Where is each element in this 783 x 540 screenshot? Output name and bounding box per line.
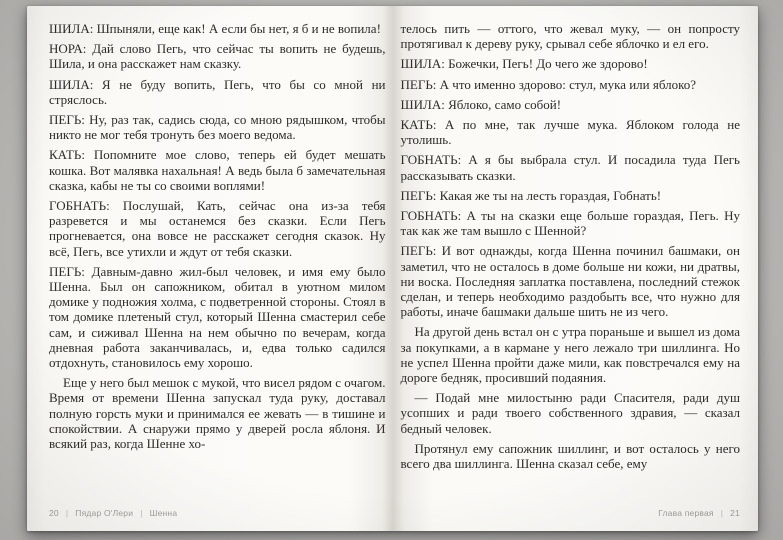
paragraph: ШИЛА: Шпыняли, еще как! А если бы нет, я б и не вопила! (49, 21, 381, 36)
footer-book-title: Шенна (149, 508, 178, 518)
paragraph: ГОБНАТЬ: А ты на сказки еще больше гораздая, Пегь. Ну так как же там вышло с Шенной? (400, 208, 740, 239)
right-page-number: 21 (730, 508, 740, 518)
left-page-number: 20 (49, 508, 59, 518)
paragraph: ГОБНАТЬ: Послушай, Кать, сейчас она из-за тебя разревется и мы останемся без сказки. Если Пегь прогневается, она вовсе не расскажет сегодня сказок. Ну всё, Пегь, все утихли и ждут от тебя сказки. (49, 198, 386, 259)
left-page-footer (49, 508, 177, 518)
paragraph: ГОБНАТЬ: А я бы выбрала стул. И посадила туда Пегь рассказывать сказки. (400, 152, 740, 183)
paragraph: — Подай мне милостыню ради Спасителя, ради душ усопших и ради твоего собственного здравия, — сказал бедный человек. (400, 390, 740, 436)
book-spread (27, 6, 758, 531)
paragraph: КАТЬ: Попомните мое слово, теперь ей будет мешать кошка. Вот малявка нахальная! А ведь была б замечательная сказка, кабы не ты со своими воплями! (49, 147, 386, 193)
paragraph: ПЕГЬ: А что именно здорово: стул, мука или яблоко? (400, 76, 697, 92)
footer-chapter: Глава первая (658, 508, 714, 518)
right-page-text (401, 21, 741, 476)
footer-author: Пядар О'Лери (75, 508, 134, 518)
paragraph: На другой день встал он с утра пораньше и вышел из дома за покупками, а в кармане у него лежало три шиллинга. Но не успел Шенна пройти даже мили, как повстречался ему на дороге бедняк, просивший подаяния. (400, 324, 740, 386)
right-page-footer (658, 508, 740, 518)
paragraph: телось пить — оттого, что жевал муку, — он попросту протягивал к дереву руку, срывал себе яблочко и ел его. (400, 21, 740, 52)
paragraph: ШИЛА: Яблоко, само собой! (400, 96, 562, 112)
footer-separator: | (140, 508, 143, 518)
paragraph: ШИЛА: Божечки, Пегь! До чего же здорово! (400, 56, 648, 72)
page-right (393, 6, 759, 531)
paragraph: КАТЬ: А по мне, так лучше мука. Яблоком голода не утолишь. (400, 117, 740, 148)
paragraph: Еще у него был мешок с мукой, что висел рядом с очагом. Время от времени Шенна запускал туда руку, доставал полную горсть муки и принимался ее жевать — в тишине и спокойствии. А снаружи прямо у дверей росла яблоня. И всякий раз, когда Шенне хо- (49, 375, 386, 452)
page-left (27, 6, 393, 531)
footer-separator: | (65, 508, 69, 518)
paragraph: Протянул ему сапожник шиллинг, и вот осталось у него всего два шиллинга. Шенна сказал себе, ему (400, 440, 740, 472)
paragraph: ПЕГЬ: Давным-давно жил-был человек, и имя ему было Шенна. Был он сапожником, обитал в уютном милом домике у подножия холма, с подветренной стороны. Стоял в том домике плетеный стул, который Шенна смастерил себе сам, и сиживал Шенна на нем обычно по вечерам, когда дневная работа заканчивалась, и, едва только садился отдохнуть, становилось ему хорошо. (49, 263, 386, 371)
paragraph: ПЕГЬ: Ну, раз так, садись сюда, со мною рядышком, чтобы никто не мог тебя тронуть без моего ведома. (49, 112, 386, 143)
paragraph: ПЕГЬ: Какая же ты на лесть гораздая, Гобнать! (400, 187, 662, 203)
left-page-text (49, 21, 386, 456)
paragraph: ПЕГЬ: И вот однажды, когда Шенна починил башмаки, он заметил, что не осталось в доме больше ни кожи, ни дратвы, ни воска. Последняя заплатка поставлена, последний стежок сделан, и теперь необходимо раздобыть все, что нужно для работы, иначе башмаки дальше шить не из чего. (400, 243, 740, 320)
paragraph: ШИЛА: Я не буду вопить, Пегь, что бы со мной ни стряслось. (49, 76, 386, 107)
footer-separator: | (720, 508, 724, 518)
paragraph: НОРА: Дай слово Пегь, что сейчас ты вопить не будешь, Шила, и она расскажет нам сказку. (49, 41, 386, 72)
